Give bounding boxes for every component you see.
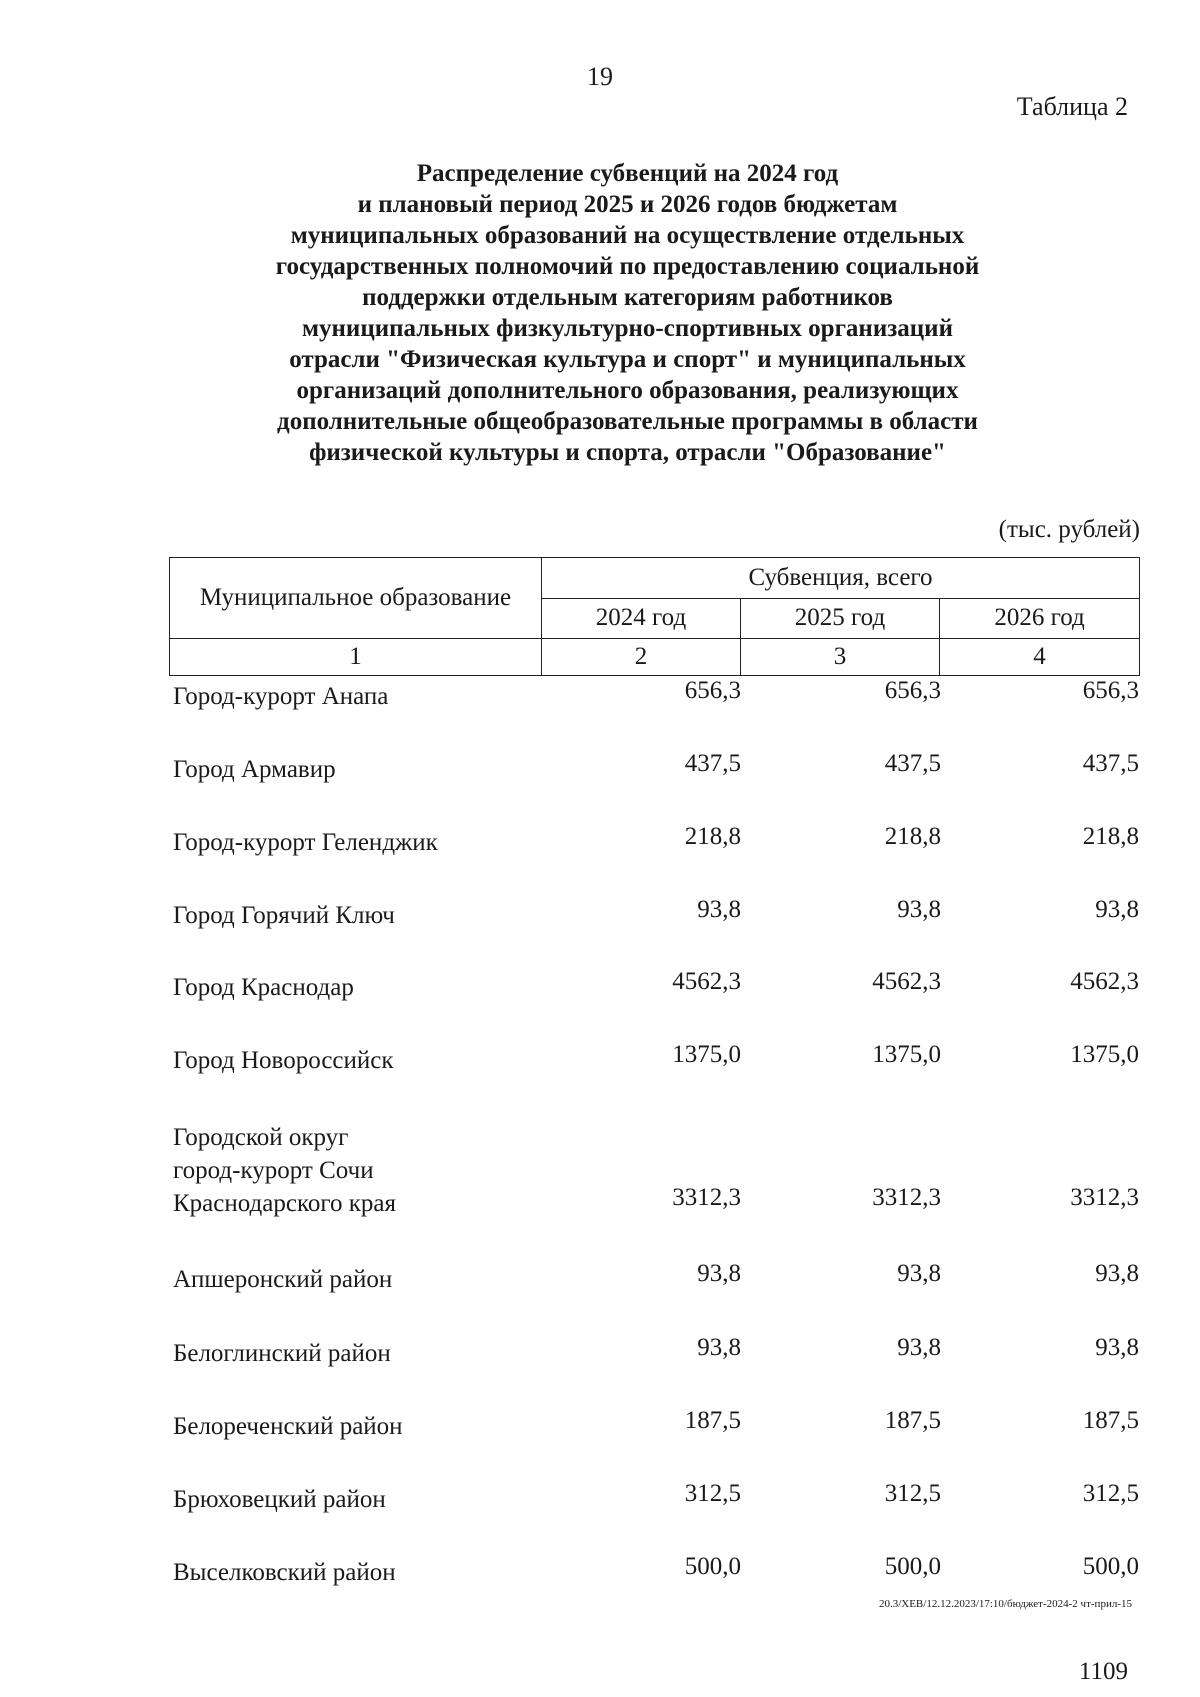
title-line: муниципальных физкультурно-спортивных организаций (301, 315, 953, 342)
page-number-bottom: 1109 (1078, 1658, 1128, 1685)
header-municipality: Муниципальное образование (170, 558, 542, 639)
value-2026: 656,3 (1082, 677, 1139, 704)
value-2026: 500,0 (1082, 1553, 1139, 1580)
municipality-name: Выселковский район (173, 1559, 396, 1586)
title-line: дополнительные общеобразовательные программы в области (277, 408, 978, 435)
municipality-name: Белореченский район (173, 1413, 403, 1440)
municipality-name: Город-курорт Геленджик (173, 829, 438, 856)
value-2026: 1375,0 (1070, 1041, 1139, 1068)
value-2025: 656,3 (884, 677, 941, 704)
value-2024: 1375,0 (672, 1041, 741, 1068)
title-line: организаций дополнительного образования, реализующих (296, 377, 959, 404)
table-row (169, 1330, 1139, 1370)
page-number: 19 (587, 62, 613, 91)
table-row (169, 964, 1139, 1004)
municipality-name: Город Армавир (173, 756, 336, 783)
value-2024: 500,0 (684, 1553, 741, 1580)
value-2025: 93,8 (897, 1334, 941, 1361)
column-number: 1 (170, 639, 542, 676)
column-number: 4 (940, 639, 1140, 676)
value-2025: 312,5 (884, 1480, 941, 1507)
value-2024: 218,8 (684, 823, 741, 850)
value-2024: 93,8 (697, 1334, 741, 1361)
title-line: поддержки отдельным категориям работников (362, 284, 893, 311)
title-line: и плановый период 2025 и 2026 годов бюджетам (357, 191, 898, 218)
table-row (169, 673, 1139, 713)
value-2025: 93,8 (897, 1260, 941, 1287)
table-row (169, 1110, 1139, 1220)
table-row (169, 1476, 1139, 1516)
value-2025: 437,5 (884, 750, 941, 777)
municipality-name: Город Горячий Ключ (173, 902, 395, 929)
header-subvention-total: Субвенция, всего (542, 558, 1140, 599)
value-2025: 3312,3 (872, 1184, 941, 1211)
title-line: муниципальных образований на осуществление отдельных (290, 222, 965, 249)
table-row (169, 746, 1139, 786)
units-label: (тыс. рублей) (998, 516, 1140, 543)
value-2025: 187,5 (884, 1407, 941, 1434)
value-2025: 93,8 (897, 896, 941, 923)
value-2026: 312,5 (1082, 1480, 1139, 1507)
value-2026: 437,5 (1082, 750, 1139, 777)
value-2026: 187,5 (1082, 1407, 1139, 1434)
table-row (169, 1403, 1139, 1443)
column-number: 2 (542, 639, 741, 676)
value-2024: 437,5 (684, 750, 741, 777)
table-label: Таблица 2 (1016, 92, 1128, 121)
table-row (169, 1256, 1139, 1296)
document-code: 20.3/XEB/12.12.2023/17:10/бюджет-2024-2 чт-прил-15 (878, 1598, 1132, 1610)
value-2024: 93,8 (697, 1260, 741, 1287)
value-2026: 93,8 (1095, 1334, 1139, 1361)
value-2024: 187,5 (684, 1407, 741, 1434)
value-2026: 218,8 (1082, 823, 1139, 850)
title-line: отрасли "Физическая культура и спорт" и муниципальных (289, 346, 966, 373)
municipality-name: город-курорт Сочи (173, 1157, 374, 1184)
value-2026: 93,8 (1095, 1260, 1139, 1287)
municipality-name: Город Новороссийск (173, 1047, 394, 1074)
value-2026: 93,8 (1095, 896, 1139, 923)
value-2024: 312,5 (684, 1480, 741, 1507)
value-2026: 4562,3 (1070, 968, 1139, 995)
table-row (169, 892, 1139, 932)
municipality-name: Апшеронский район (173, 1266, 393, 1293)
header-year-2025: 2025 год (741, 598, 940, 639)
value-2025: 4562,3 (872, 968, 941, 995)
title-line: физической культуры и спорта, отрасли "Образование" (309, 439, 946, 466)
municipality-name: Брюховецкий район (173, 1486, 386, 1513)
column-number: 3 (741, 639, 940, 676)
table-header (169, 557, 1140, 676)
table-row (169, 1037, 1139, 1077)
value-2026: 3312,3 (1070, 1184, 1139, 1211)
municipality-name: Краснодарского края (173, 1190, 396, 1217)
value-2024: 93,8 (697, 896, 741, 923)
header-year-2026: 2026 год (940, 598, 1140, 639)
value-2025: 218,8 (884, 823, 941, 850)
municipality-name: Городской округ (173, 1124, 349, 1151)
value-2024: 656,3 (684, 677, 741, 704)
value-2025: 500,0 (884, 1553, 941, 1580)
table-row (169, 819, 1139, 859)
value-2024: 4562,3 (672, 968, 741, 995)
municipality-name: Белоглинский район (173, 1340, 391, 1367)
value-2024: 3312,3 (672, 1184, 741, 1211)
title-line: Распределение субвенций на 2024 год (416, 160, 839, 187)
title-line: государственных полномочий по предоставлению социальной (275, 253, 980, 280)
header-year-2024: 2024 год (542, 598, 741, 639)
table-row (169, 1549, 1139, 1589)
value-2025: 1375,0 (872, 1041, 941, 1068)
document-title (200, 158, 1055, 468)
municipality-name: Город Краснодар (173, 974, 354, 1001)
municipality-name: Город-курорт Анапа (173, 683, 389, 710)
